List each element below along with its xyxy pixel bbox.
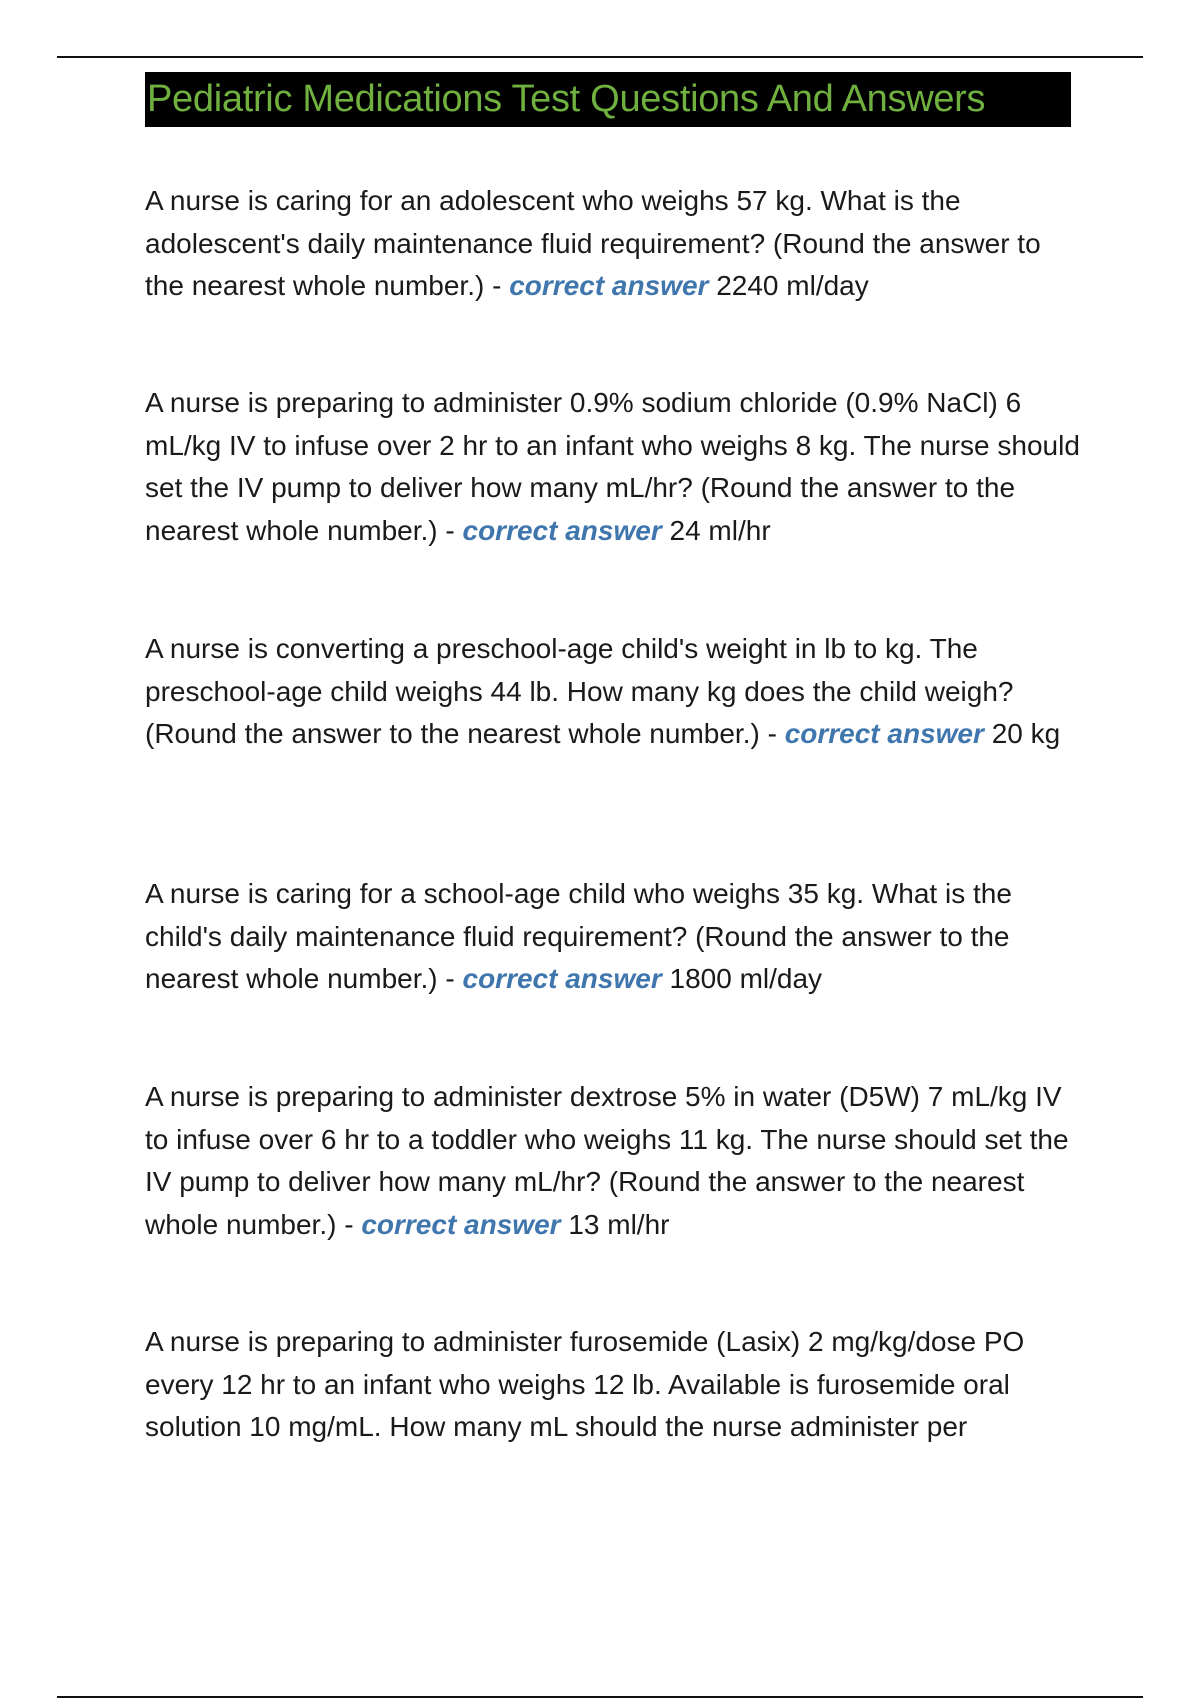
bottom-divider — [57, 1696, 1143, 1698]
question-answer-item — [145, 1321, 1085, 1449]
question-answer-item — [145, 873, 1085, 1001]
question-text: A nurse is preparing to administer 0.9% sodium chloride (0.9% NaCl) 6 mL/kg IV to infuse over 2 hr to an infant who weighs 8 kg. The nurse should set the IV pump to deliver how many mL/hr? (Round the answer to the nearest whole number.) - — [145, 387, 1080, 546]
answer-label: correct answer — [509, 270, 709, 301]
question-text: A nurse is preparing to administer furosemide (Lasix) 2 mg/kg/dose PO every 12 hr to an infant who weighs 12 lb. Available is furosemide oral solution 10 mg/mL. How many mL should the nurse administer per — [145, 1326, 1025, 1442]
page-title: Pediatric Medications Test Questions And Answers — [145, 72, 1071, 127]
answer-text: 1800 ml/day — [669, 963, 823, 994]
question-answer-item — [145, 180, 1085, 308]
top-divider — [57, 56, 1143, 58]
answer-text: 24 ml/hr — [669, 514, 771, 546]
question-text: A nurse is caring for an adolescent who weighs 57 kg. What is the adolescent's daily maintenance fluid requirement? (Round the answer to the nearest whole number.) - — [145, 185, 1041, 301]
answer-label: correct answer — [784, 718, 984, 749]
answer-label: correct answer — [462, 963, 662, 994]
question-answer-item — [145, 628, 1085, 756]
question-text: A nurse is caring for a school-age child who weighs 35 kg. What is the child's daily maintenance fluid requirement? (Round the answer to the nearest whole number.) - — [145, 878, 1012, 994]
question-answer-item — [145, 1076, 1085, 1246]
question-text: A nurse is preparing to administer dextrose 5% in water (D5W) 7 mL/kg IV to infuse over 6 hr to a toddler who weighs 11 kg. The nurse should set the IV pump to deliver how many mL/hr? (Round the answer to the nearest whole number.) - — [145, 1081, 1069, 1240]
question-text: A nurse is converting a preschool-age child's weight in lb to kg. The preschool-age child weighs 44 lb. How many kg does the child weigh? (Round the answer to the nearest whole number.) - — [145, 633, 1014, 749]
answer-text: 20 kg — [991, 718, 1061, 749]
question-answer-item — [145, 382, 1085, 552]
answer-label: correct answer — [462, 514, 662, 546]
answer-label: correct answer — [361, 1208, 561, 1240]
answer-text: 2240 ml/day — [716, 270, 869, 301]
answer-text: 13 ml/hr — [568, 1208, 670, 1240]
